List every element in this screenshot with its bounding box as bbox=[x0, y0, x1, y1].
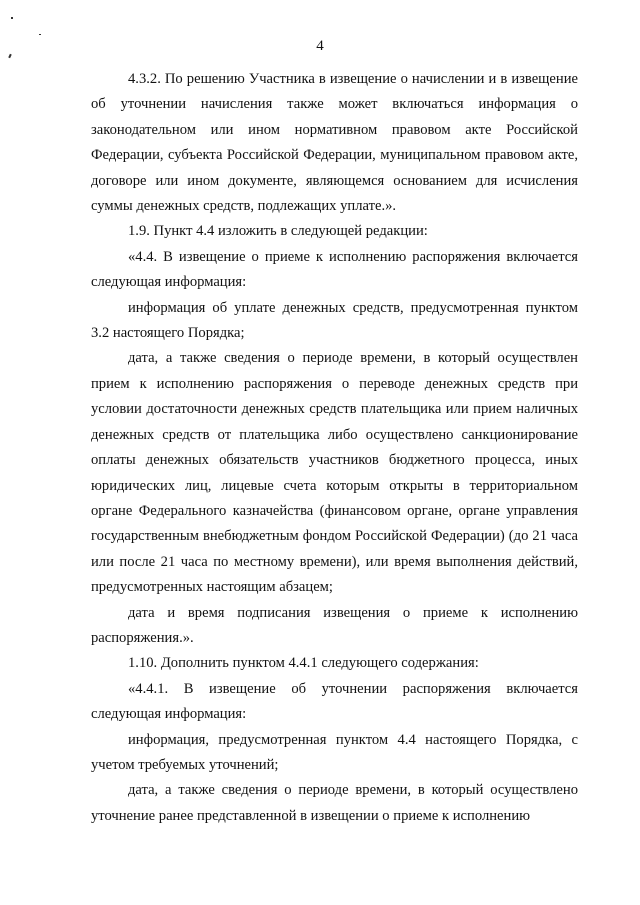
paragraph-4-4-item-signing-time: дата и время подписания извещения о приеме к исполнению распоряжения.». bbox=[91, 604, 578, 646]
paragraph-4-4-intro: «4.4. В извещение о приеме к исполнению распоряжения включается следующая информация: bbox=[91, 248, 578, 291]
paragraph-1-9: 1.9. Пункт 4.4 изложить в следующей редакции: bbox=[128, 223, 428, 240]
paragraph-4-4-1-item-date-period: дата, а также сведения о периоде времени, в который осуществлено уточнение ранее представленной в извещении о приеме к исполнению bbox=[91, 782, 578, 824]
page-number: 4 bbox=[316, 38, 324, 54]
paragraph-4-4-item-payment-info: информация об уплате денежных средств, предусмотренная пунктом 3.2 настоящего Порядка; bbox=[91, 299, 578, 342]
paragraph-4-4-item-date-period: дата, а также сведения о периоде времени, в который осуществлен прием к исполнению распоряжения о переводе денежных средств при условии достаточности денежных средств плательщика или прием наличных денежных средств от плательщика либо осуществлено санкционирование оплаты денежных обязательств участников бюджетного процесса, иных юридических лиц, лицевые счета которым открыты в территориальном органе Федерального казначейства (финансовом органе, органе управления государственным внебюджетным фондом Российской Федерации) (до 21 часа или после 21 часа по местному времени), или время выполнения действий, предусмотренных настоящим абзацем; bbox=[91, 350, 578, 596]
scan-speck bbox=[39, 34, 41, 35]
paragraph-4-4-1-item-info: информация, предусмотренная пунктом 4.4 настоящего Порядка, с учетом требуемых уточнений; bbox=[91, 731, 578, 773]
paragraph-1-10: 1.10. Дополнить пунктом 4.4.1 следующего содержания: bbox=[128, 655, 479, 672]
scan-speck bbox=[11, 17, 13, 19]
document-body bbox=[91, 67, 578, 829]
paragraph-4-3-2: 4.3.2. По решению Участника в извещение о начислении и в извещение об уточнении начисления также может включаться информация о законодательном или ином нормативном правовом акте Российской Федерации, субъекта Российской Федерации, муниципальном правовом акте, договоре или ином документе, являющемся основанием для исчисления суммы денежных средств, подлежащих уплате.». bbox=[91, 71, 578, 215]
paragraph-4-4-1-intro: «4.4.1. В извещение об уточнении распоряжения включается следующая информация: bbox=[91, 680, 578, 723]
